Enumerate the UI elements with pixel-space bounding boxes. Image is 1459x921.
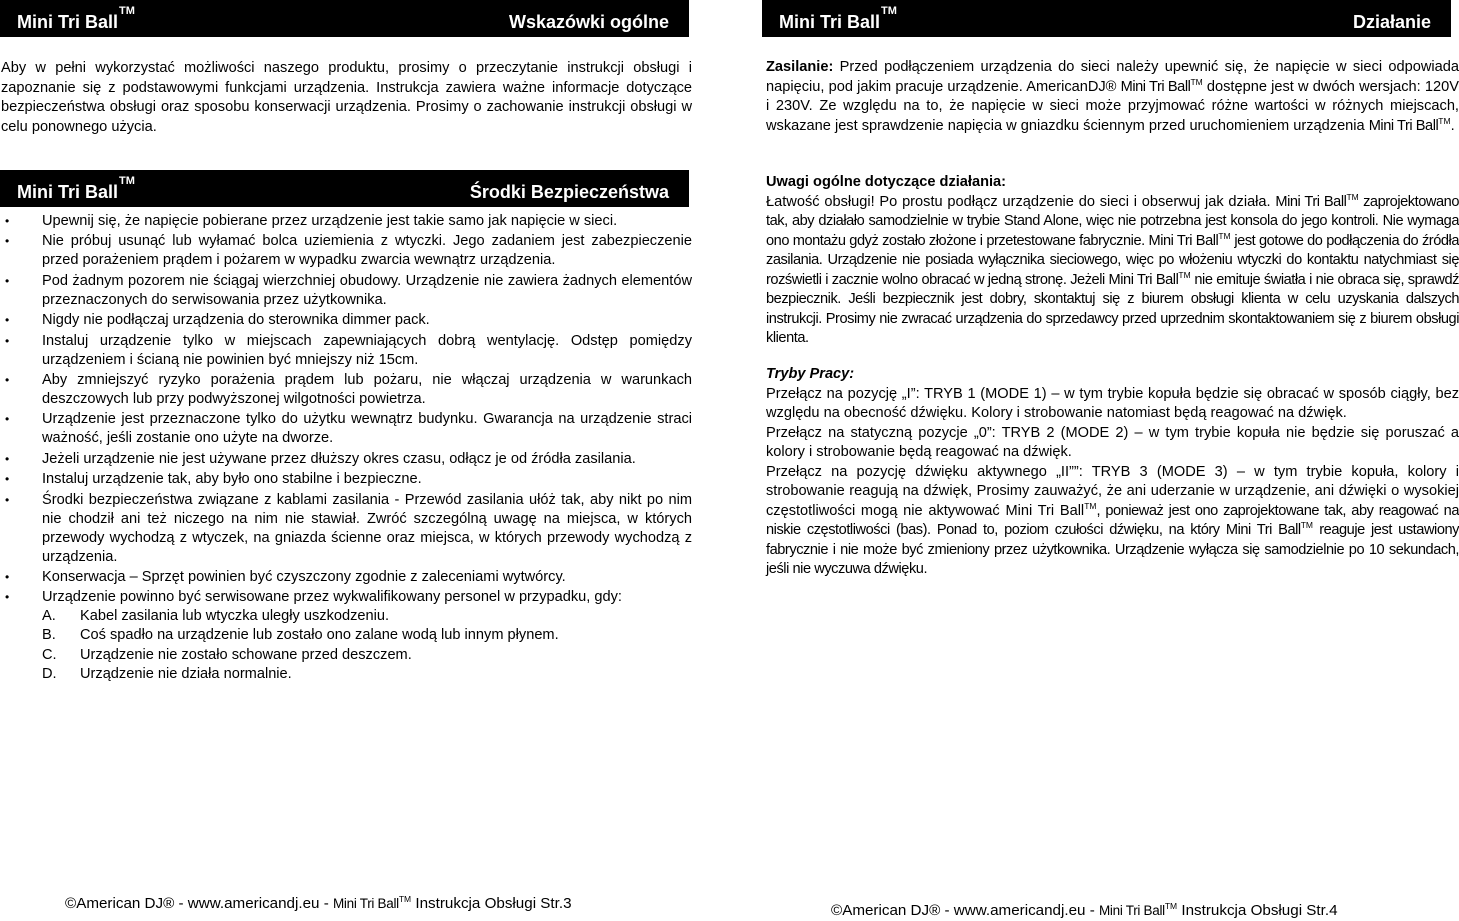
modes-title: Tryby Pracy: <box>766 366 855 382</box>
header-section-title: Działanie <box>1352 12 1431 32</box>
sub-item: B. Coś spadło na urządzenie lub zostało ono zalane wodą lub innym płynem. <box>42 627 559 644</box>
sub-item: C. Urządzenie nie zostało schowane przed deszczem. <box>42 646 412 663</box>
sub-item: D. Urządzenie nie działa normalnie. <box>42 665 292 682</box>
power-label: Zasilanie: <box>766 59 834 75</box>
list-item: • Upewnij się, że napięcie pobierane przez urządzenie jest takie samo jak napięcie w sieci. <box>0 212 692 231</box>
list-item: • Instaluj urządzenie tak, aby było ono stabilne i bezpieczne. <box>0 470 692 489</box>
header-brand: Mini Tri Ball™ <box>779 5 897 32</box>
list-item: • Nigdy nie podłączaj urządzenia do sterownika dimmer pack. <box>0 311 692 330</box>
service-intro: Urządzenie powinno być serwisowane przez wykwalifikowany personel w przypadku, gdy: <box>42 589 622 606</box>
header-section-title: Wskazówki ogólne <box>508 12 669 32</box>
list-item-service <box>0 588 692 684</box>
general-notes-paragraph: Uwagi ogólne dotyczące działania: Łatwość obsługi! Po prostu podłącz urządzenie do sieci i obserwuj jak działa. Mini Tri Ball™ zaprojektowano tak, aby działało samodzielnie w trybie Stand Alone, więc nie potrzebna jest konsola do jego kontroli. Nie wymaga ono montażu gdyż zostało złożone i przetestowane fabrycznie. Mini Tri Ball™ jest gotowe do podłączenia do źródła zasilania. Urządzenie nie posiada wyłącznika sieciowego, więc po włożeniu wtyczki do kontaktu natychmiast się rozświetli i zacznie wolno obracać w jedną stronę. Jeżeli Mini Tri Ball™ nie emituje światła i nie obraca się, sprawdź bezpiecznik. Jeśli bezpiecznik jest dobry, skontaktuj się z biurem obsługi klienta w celu uzyskania dalszych instrukcji. Prosimy nie zwracać urządzenia do sprzedawcy przed uprzednim skontaktowaniem się z biurem obsługi klienta. <box>766 174 1459 346</box>
sub-item: A. Kabel zasilania lub wtyczka uległy uszkodzeniu. <box>42 608 390 625</box>
list-item: • Urządzenie jest przeznaczone tylko do użytku wewnątrz budynku. Gwarancja na urządzenie straci ważność, jeśli zostanie ono użyte na dworze. <box>0 410 692 448</box>
modes-paragraph: Tryby Pracy: Przełącz na pozycję „I”: TRYB 1 (MODE 1) – w tym trybie kopuła będzie się obracać w sposób ciągły, bez względu na obecność dźwięku. Kolory i strobowanie natomiast będą reagować na dźwięk. Przełącz na statyczną pozycje „0”: TRYB 2 (MODE 2) – w tym trybie kopuła nie będzie się poruszać a kolory i strobowanie będą reagować na dźwięk. Przełącz na pozycję dźwięku aktywnego „II””: TRYB 3 (MODE 3) – w tym trybie kopuła, kolory i strobowanie reagują na dźwięk, Prosimy zauważyć, że ani uderzanie w urządzenie, ani dźwięki o wysokiej częstotliwości mogą nie aktywować Mini Tri Ball™, ponieważ jest ono zaprojektowane tak, aby reagować na niskie częstotliwości (bas). Ponad to, poziom czułości dźwięku, na który Mini Tri Ball™ reaguje jest ustawiony fabrycznie i nie może być zmieniony przez użytkownika. Urządzenie wyłącza się samodzielnie po 10 sekundach, jeśli nie wyczuwa dźwięku. <box>766 366 1459 577</box>
list-item: • Pod żadnym pozorem nie ściągaj wierzchniej obudowy. Urządzenie nie zawiera żadnych elementów przeznaczonych do serwisowania przez użytkownika. <box>0 272 692 310</box>
intro-paragraph: Aby w pełni wykorzystać możliwości naszego produktu, prosimy o przeczytanie instrukcji obsługi i zapoznanie się z podstawowymi funkcjami urządzenia. Instrukcja zawiera ważne informacje dotyczące bezpieczeństwa obsługi oraz sposobu konserwacji urządzenia. Prosimy o zachowanie instrukcji obsługi w celu ponownego użycia. <box>1 60 692 135</box>
list-item: • Instaluj urządzenie tylko w miejscach zapewniających dobrą wentylację. Odstęp pomiędzy urządzeniem i ścianą nie powinien być mniejszy niż 15cm. <box>0 332 692 370</box>
safety-list <box>0 212 692 685</box>
list-item: • Konserwacja – Sprzęt powinien być czyszczony zgodnie z zaleceniami wytwórcy. <box>0 568 692 587</box>
list-item: • Jeżeli urządzenie nie jest używane przez dłuższy okres czasu, odłącz je od źródła zasilania. <box>0 450 692 469</box>
right-page <box>762 0 1459 921</box>
header-section-title: Środki Bezpieczeństwa <box>469 182 669 202</box>
list-item: • Nie próbuj usunąć lub wyłamać bolca uziemienia z wtyczki. Jego zadaniem jest zabezpieczenie przed porażeniem prądem i pożarem w wypadku zwarcia wewnątrz urządzenia. <box>0 232 692 270</box>
list-item: • Aby zmniejszyć ryzyko porażenia prądem lub pożaru, nie włączaj urządzenia w warunkach deszczowych lub przy podwyższonej wilgotności powietrza. <box>0 371 692 409</box>
header-bar-general <box>0 0 689 37</box>
header-bar-safety <box>0 170 689 207</box>
header-bar-operation <box>762 0 1451 37</box>
header-brand: Mini Tri Ball™ <box>17 175 135 202</box>
header-brand: Mini Tri Ball™ <box>17 5 135 32</box>
mode-1-text: Przełącz na pozycję „I”: TRYB 1 (MODE 1) – w tym trybie kopuła będzie się obracać w sposób ciągły, bez względu na obecność dźwięku. Kolory i strobowanie natomiast będą reagować na dźwięk. <box>766 385 1459 421</box>
left-page <box>0 0 695 921</box>
general-notes-title: Uwagi ogólne dotyczące działania: <box>766 174 1007 190</box>
service-conditions <box>42 607 692 684</box>
page-footer: ©American DJ® - www.americandj.eu - Mini Tri Ball™ Instrukcja Obsługi Str.4 <box>831 900 1338 919</box>
mode-2-text: Przełącz na statyczną pozycje „0”: TRYB 2 (MODE 2) – w tym trybie kopuła nie będzie się poruszać a kolory i strobowanie będą reagować na dźwięk. <box>766 424 1459 460</box>
power-paragraph: Zasilanie: Przed podłączeniem urządzenia do sieci należy upewnić się, że napięcie w sieci odpowiada napięciu, pod jakim pracuje urządzenie. AmericanDJ® Mini Tri Ball™ dostępne jest w dwóch wersjach: 120V i 230V. Ze względu na to, że napięcie w sieci może przyjmować różne wartości w różnych miejscach, wskazane jest sprawdzenie napięcia w gniazdku ściennym przed uruchomieniem urządzenia Mini Tri Ball™. <box>766 59 1459 134</box>
page-footer: ©American DJ® - www.americandj.eu - Mini Tri Ball™ Instrukcja Obsługi Str.3 <box>65 893 572 912</box>
list-item: • Środki bezpieczeństwa związane z kablami zasilania - Przewód zasilania ułóż tak, aby nikt po nim nie chodził ani też niczego na nim nie stawiał. Zwróć szczególną uwagę na miejsca, w których przewody wychodzą z wtyczek, na gniazda ścienne oraz miejsca, w których przewody wychodzą z urządzenia. <box>0 491 692 567</box>
